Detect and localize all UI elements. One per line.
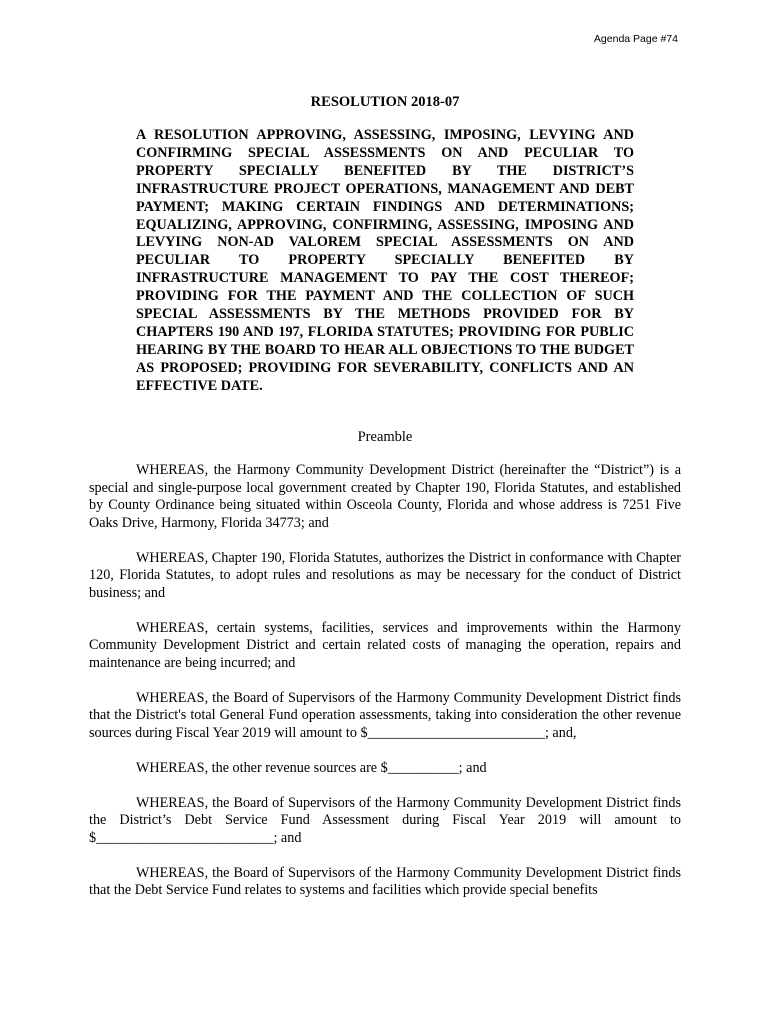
whereas-paragraph-6: WHEREAS, the Board of Supervisors of the Harmony Community Development District finds the District’s Debt Service Fund Assessment during Fiscal Year 2019 will amount to $_________________________; and xyxy=(89,794,681,846)
whereas-paragraph-7: WHEREAS, the Board of Supervisors of the Harmony Community Development District finds that the Debt Service Fund relates to systems and facilities which provide special benefits xyxy=(89,864,681,898)
whereas-paragraph-3: WHEREAS, certain systems, facilities, services and improvements within the Harmony Community Development District and certain related costs of managing the operation, repairs and maintenance are being incurred; and xyxy=(89,619,681,671)
whereas-paragraph-4: WHEREAS, the Board of Supervisors of the Harmony Community Development District finds that the District's total General Fund operation assessments, taking into consideration the other revenue sources during Fiscal Year 2019 will amount to $_________________________; and, xyxy=(89,689,681,741)
resolution-summary: A RESOLUTION APPROVING, ASSESSING, IMPOSING, LEVYING AND CONFIRMING SPECIAL ASSESSMENTS ON AND PECULIAR TO PROPERTY SPECIALLY BENEFITED BY THE DISTRICT’S INFRASTRUCTURE PROJECT OPERATIONS, MANAGEMENT AND DEBT PAYMENT; MAKING CERTAIN FINDINGS AND DETERMINATIONS; EQUALIZING, APPROVING, CONFIRMING, ASSESSING, IMPOSING AND LEVYING NON-AD VALOREM SPECIAL ASSESSMENTS ON AND PECULIAR TO PROPERTY SPECIALLY BENEFITED BY INFRASTRUCTURE MANAGEMENT TO PAY THE COST THEREOF; PROVIDING FOR THE PAYMENT AND THE COLLECTION OF SUCH SPECIAL ASSESSMENTS BY THE METHODS PROVIDED FOR BY CHAPTERS 190 AND 197, FLORIDA STATUTES; PROVIDING FOR PUBLIC HEARING BY THE BOARD TO HEAR ALL OBJECTIONS TO THE BUDGET AS PROPOSED; PROVIDING FOR SEVERABILITY, CONFLICTS AND AN EFFECTIVE DATE. xyxy=(136,127,634,394)
resolution-title: RESOLUTION 2018-07 xyxy=(310,94,460,110)
whereas-paragraph-2: WHEREAS, Chapter 190, Florida Statutes, authorizes the District in conformance with Chapter 120, Florida Statutes, to adopt rules and resolutions as may be necessary for the conduct of District business; and xyxy=(89,549,681,601)
whereas-paragraph-1: WHEREAS, the Harmony Community Development District (hereinafter the “District”) is a special and single-purpose local government created by Chapter 190, Florida Statutes, and established by County Ordinance being situated within Osceola County, Florida and whose address is 7251 Five Oaks Drive, Harmony, Florida 34773; and xyxy=(89,462,681,531)
whereas-paragraph-5: WHEREAS, the other revenue sources are $__________; and xyxy=(136,759,487,776)
preamble-heading: Preamble xyxy=(357,429,413,445)
agenda-page-label: Agenda Page #74 xyxy=(593,33,678,45)
preamble-body xyxy=(89,462,681,917)
